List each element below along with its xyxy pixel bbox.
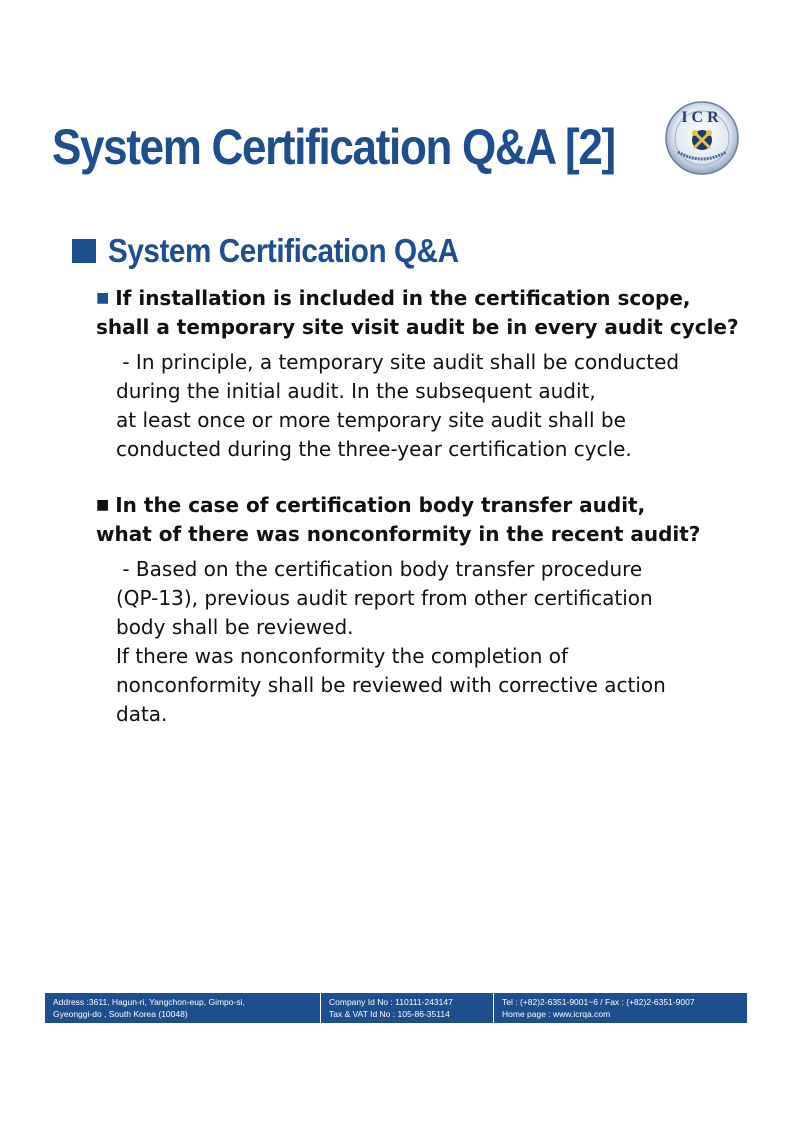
answer-2-line-3: body shall be reviewed. bbox=[116, 615, 354, 639]
svg-text:ICR: ICR bbox=[681, 109, 723, 126]
question-2 bbox=[96, 491, 776, 549]
question-2-line-1: ■ In the case of certification body transfer audit, bbox=[96, 493, 646, 517]
answer-2-line-4: If there was nonconformity the completion of bbox=[116, 644, 569, 668]
answer-1-line-4: conducted during the three-year certification cycle. bbox=[116, 437, 632, 461]
square-bullet-icon: ■ bbox=[96, 290, 110, 306]
footer-contact: Tel : (+82)2-6351-9001~6 / Fax : (+82)2-6351-9007 Home page : www.icrqa.com bbox=[493, 993, 747, 1023]
question-2-line-2: what of there was nonconformity in the recent audit? bbox=[96, 522, 701, 546]
question-1-line-1: ■ If installation is included in the certification scope, bbox=[96, 286, 691, 310]
answer-1-line-2: during the initial audit. In the subsequent audit, bbox=[116, 379, 596, 403]
qa-item-2 bbox=[96, 491, 776, 729]
answer-1 bbox=[116, 348, 776, 464]
answer-2-line-1: - Based on the certification body transfer procedure bbox=[116, 557, 643, 581]
answer-2-line-6: data. bbox=[116, 702, 168, 726]
icr-logo bbox=[664, 100, 740, 176]
section-square-icon bbox=[72, 239, 96, 263]
answer-2-line-2: (QP-13), previous audit report from other certification bbox=[116, 586, 653, 610]
footer-company-ids: Company Id No : 110111-243147 Tax & VAT Id No : 105-86-35114 bbox=[320, 993, 493, 1023]
footer-address: Address :3611, Hagun-ri, Yangchon-eup, Gimpo-si, Gyeonggi-do , South Korea (10048) bbox=[53, 997, 245, 1019]
question-1-line-2: shall a temporary site visit audit be in every audit cycle? bbox=[96, 315, 739, 339]
answer-1-line-1: - In principle, a temporary site audit shall be conducted bbox=[116, 350, 680, 374]
page-title: System Certification Q&A [2] bbox=[52, 119, 615, 175]
qa-item-1 bbox=[96, 284, 776, 464]
answer-2 bbox=[116, 555, 776, 729]
footer-bar bbox=[45, 993, 747, 1023]
answer-1-line-3: at least once or more temporary site audit shall be bbox=[116, 408, 626, 432]
answer-2-line-5: nonconformity shall be reviewed with corrective action bbox=[116, 673, 666, 697]
section-heading bbox=[72, 232, 498, 270]
square-bullet-icon: ■ bbox=[96, 497, 110, 513]
question-1 bbox=[96, 284, 776, 342]
home-page-link[interactable]: Home page : www.icrqa.com bbox=[502, 1009, 611, 1019]
section-title: System Certification Q&A bbox=[108, 232, 459, 269]
